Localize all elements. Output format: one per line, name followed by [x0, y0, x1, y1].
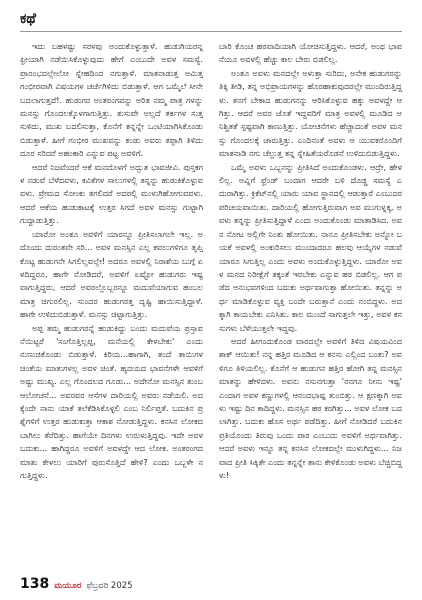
- paragraph: ಒಮ್ಮೆ ಅವಳು ಒಬ್ಬನನ್ನು ಪ್ರೀತಿಸಿದೆ ಅಂದುಕೊಂಡಳು. ಆದ್ರೇ, ಹೇಳಲಿಲ್ಲ. ಅವ್ನಿಗೆ ಫ್ರೆಂಡ್ ಬಂದಾಗ ಆದರೇ ಬಳಿ ದೊಡ್ಡ ಸಮಸ್ಯೆ ಎದುರಾಗಿತ್ತು. ಕ್ರಿಕೆಟ್‌ನಲ್ಲಿ ಯಾರು ಯಾವ ಸ್ಥಾನದಲ್ಲಿ ಆಡುತ್ತಾರೆ ಎಂಬುದರ ಪರಿಚಯವಾಯಿತು. ದಾರಿಯಲ್ಲಿ ಹೋಗುತ್ತಿರುವಾಗ ಅವ ಮುಗುಳ್ನಕ್ಕ, ಅವಳು ತನ್ನನ್ನು ಪ್ರೀತಿಸುತ್ತಿದ್ದಾಳೆ ಎಂದು ಅಂದುಕೊಂಡು ಮಾತಾಡಿಸಿದ. ಅವನ ನೋಟ ಅಲ್ಲಿಗೇ ನಿಂತು ಹೋಯಿತು. ನಾನೂ ಪ್ರೀತಿಸಬೇಕು ಅನ್ನೋ ಬಯಕೆ ಅವಳಲ್ಲಿ ಅಂಕುರಿಸಲು ಮುಂದಾದರೂ ಹಲವು ಆಯ್ಕೆಗಳ ನಡುವೆ ಯಾರೂ ಸಿಗುತ್ತಿಲ್ಲ ಎಂದು ಅವಳು ಅಂದುಕೊಳ್ಳುತ್ತಿದ್ದಳು. ಯಾರೋ ಅವಳ ಮನದ ನಿರೀಕ್ಷೆಗೆ ತಕ್ಕಂತೆ ಇರಬೇಕು ಎನ್ನುವ ಹಠ ಬಿಡಲಿಲ್ಲ. ಆಗ ಪಡೆದ ಅನುಭವಗಳಿಂದ ಬದುಕು ಅರ್ಥವಾಗುತ್ತಾ ಹೋಯಿತು. ತನ್ನನ್ನು ಅರ್ಥ ಮಾಡಿಕೊಳ್ಳುವ ವ್ಯಕ್ತಿ ಬಂದೇ ಬರುತ್ತಾನೆ ಎಂದು ನಂಬಿದ್ದಳು. ಅದಕ್ಕಾಗಿ ಕಾಯಬೇಕು ಎನಿಸಿತು. ಕಾಲ ಮುಂದೆ ಸಾಗುತ್ತಲೇ ಇತ್ತು, ಅವಳ ಕನಸುಗಳು ಬೆಳೆಯುತ್ತಲೇ ಇದ್ದವು.: [219, 161, 402, 333]
- paragraph: ಅಪ್ಪ ತಮ್ಮ ಹುಡುಗರನ್ನೆ ಹುಡುಕಿದ್ದು ಬಂದು ಮದುವೆಯ ಪ್ರಸ್ತಾವನೆಯಿಟ್ಟರೆ 'ಸಂಗೊತ್ತಿಲ್ಲಪ್ಪ, ಮನೆಯಲ್ಲಿ ಕೇಳಬೇಕು' ಎಂದು ನುಣುಚಿಕೊಂಡು ಬಿಡುತ್ತಾಳೆ. ಕಿರಿಯ...ಹಾಗಾಗಿ, ತಂದೆ ತಾಯಿಗಳ ಚಿಂತೆಯ ಮಾತುಗಳಲ್ಲ ಅವಳ ಚಿಂತೆ. ಹೃದಯದ ಭಾವನೆಗಳೇ ಆವಳಿಗೆ ಅಷ್ಟು ಮುಖ್ಯ. ಎಲ್ಲ ಗೊಂದಲದ ಗೂಡು... ಅದೇನೋ ಮನಸ್ಸಿನ ತುಂಬ ಆಲೋಚನೆ... ಅವರವರ ಆಸೆಗಳ ದಾರಿಯಲ್ಲಿ ಅವರು ನಡೆಯಲಿ. ಅದಕ್ಕೆಂದೇ ನಾನು ಯಾಕೆ ತಲೆಕೆಡಿಸಿಕೊಳ್ಳಲಿ ಎಂಬ ನಿರ್ಲಿಪ್ತತೆ. ಬದುಕಿನ ಪ್ರಶ್ನೆಗಳಿಗೆ ಉತ್ತರ ಹುಡುಕುತ್ತಾ ಆಕಾಶ ನೋಡುತ್ತಿದ್ದಳು. ಕನಸಿನ ಲೋಕದ ಬಾಗಿಲು ತೆರೆದಿತ್ತು. ಹಾಗೆಯೇ ದಿನಗಳು ಉರುಳುತ್ತಿದ್ದವು. ಇದೇ ಅವಳ ಬದುಕು... ಹಾಗಿದ್ದರೂ ಅವಳಿಗೆ ಅವಳದ್ದೇ ಆದ ಲೋಕ. ಅಂತರಂಗದ ಮಾತು ಕೇಳಲು ಯಾರಿಗೆ ಪುರುಸೊತ್ತಿದೆ ಹೇಳಿ? ಎಂದು ಒಬ್ಬಳೇ ನಗುತ್ತಿದ್ದಳು.: [20, 322, 203, 480]
- issue-date: ಫೆಬ್ರವರಿ 2025: [86, 581, 133, 591]
- page-number: 138: [20, 576, 50, 592]
- right-column: [219, 40, 402, 566]
- paragraph: ಬಾರಿ ಕೊಂಚ ಹಠವಾದಿಯಾಗಿ ಯೋಚಿಸುತ್ತಿದ್ದಳು. ಆದರೆ, ಅಂಥ ಭಾವನೆಯೂ ಅವಳಲ್ಲಿ ಹೆಚ್ಚು ಕಾಲ ಬೇರು ಬಿಡಲಿಲ್ಲ.: [219, 41, 402, 65]
- magazine-name: ಮಯೂರ: [54, 581, 82, 591]
- page-footer: [20, 576, 402, 594]
- header-divider: [20, 31, 402, 32]
- paragraph: ಆದರೆ ನಿಜವೆಂದರೆ ಆಕೆ ಮನದೊಳಗೆ ಅದ್ಭುತ ಭಾವಜೀವಿ. ಪುಸ್ತಕಗಳ ನಡುವೆ ಬೆಳೆದವಳು, ಕವಿತೆಗಳ ಸಾಲುಗಳಲ್ಲಿ ತನ್ನನ್ನು ಹುಡುಕಿಕೊಳ್ಳುವವಳು. ಪ್ರೇಮದ ಸೋಂಕು ತಗಲಿದರೆ ಅದರಲ್ಲಿ ಮುಳುಗಿಹೋಗುವವಳು. ಆದರೆ ಆಕೆಯ ಹುಡುಕಾಟಕ್ಕೆ ಉತ್ತರ ಸಿಗದೆ ಅವಳ ಮನಸ್ಸು ಗುಟ್ಟಾಗಿ ಗುದ್ದಾಡುತ್ತಿತ್ತು.: [20, 161, 203, 226]
- paragraph: ಇದು ಬಹಳಷ್ಟು ಸರಳವು ಅಂದುಕೊಳ್ಳುತ್ತಾಳೆ. ಹುಡುಗಿಯರನ್ನ ಫ್ರೀಯಾಗಿ ನಡೆಯಿಸಿಕೊಳ್ಳುವುದು ಹೇಗೆ ಎಂಬುದೇ ಅವಳ ಸಮಸ್ಯೆ. ಪ್ರಾರಂಭದಲ್ಲೇಲೋ ಸ್ನೇಹದಿಂದ ನಗುತ್ತಾಳೆ. ಮಾತನಾಡುತ್ತ ಅಮಿತ್ತ ಗಂಭೀರವಾಗಿ ವಿಷಯಗಳ ಚರ್ಚೆಗಿಳಿದು ಬಿಡುತ್ತಾಳೆ. ಆಗ ಒಮ್ಮೆಲೆ ಸೀನೇ ಬದಲಾಗುತ್ತದೆ!. ಹುಡುಗರ ಅಂತರಂಗವನ್ನು ಅರಿತ ನಮ್ಮ ಪಾತ್ರ ಗಳನ್ನು ಮನಸ್ಸು ಗೊಂದಲಕ್ಕೊಳಗಾಗುತ್ತಿತ್ತು. ತುಸುವೇ ಅಲ್ಲದೆ ತರ್ಕಗಳ ಸುತ್ತ ಸುಳಿದು, ಮುಖ ಬದಲಿಸುತ್ತಾ, ಕೊನೆಗೆ ತನ್ನನ್ನೇ ಒಂಟಿಯಾಗಿಸಿಕೊಂಡು ಬಿಡುತ್ತಾಳೆ. ಹೀಗೆ ಗಂಭೀರ ಮುಖವನ್ನು ಕಂಡು ಅವರು ತಪ್ಪಾಗಿ ತಿಳಿದು ದೂರ ಸರಿದರೆ ಅಹಂಕಾರಿ ಎನ್ನುವ ಪಟ್ಟ ಅವಳಿಗೆ.: [20, 41, 203, 159]
- paragraph: ಅಂತೂ ಅವಳು ಮನದಲ್ಲೇ ಅಳುತ್ತಾ ಸುರಿದು, ಅನೇಕ ಹುಡುಗರನ್ನು ತಿಕ್ಕಿ ತೀಡಿ, ತನ್ನ ಅಭಿಪ್ರಾಯಗಳನ್ನು ಹೊರಹಾಕುವುದರಲ್ಲೇ ಮುಂದಿರುತ್ತಿದ್ದಳು. ತನಗೆ ಬೇಕಾದ ಹುಡುಗನನ್ನು ಆರಿಸಿಕೊಳ್ಳುವ ಹಕ್ಕು ಅವಳದ್ದೇ ಆಗಿತ್ತು. ಆದರೆ ಅವರ ಜೊತೆ ಇದ್ದವರಿಗೆ ಮಾತ್ರ ಅವಳಲ್ಲಿ ಮೂಡಿದ ಅನಿಶ್ಚಿತತೆ ಸ್ಪಷ್ಟವಾಗಿ ಕಾಣುತ್ತಿತ್ತು. ಯೋಚನೆಗಳು ಹೆಚ್ಚಾದಂತೆ ಅವಳ ಮನಸ್ಸು ಗೊಂದಲಕ್ಕೆ ಜಾರುತ್ತಿತ್ತು. ಎಂದಿನಂತೆ ಅವಳು ಆ ಯುವಕರೊಂದಿಗೆ ಮಾತನಾಡಿ ನಗು ಚೆಲ್ಲುತ್ತ ತನ್ನ ಸ್ನೇಹಿತೆಯರೊಡನೆ ಉಳಿದುಬಿಡುತ್ತಿದ್ದಳು.: [219, 67, 402, 159]
- section-title: ಕಥೆ: [20, 11, 36, 27]
- paragraph: ಯಾರೋ ಅಂತೂ ಅವಳಿಗೆ ಯಾರನ್ನೂ ಪ್ರೀತಿಸಲಾಗಲೇ ಇಲ್ಲ. ಅದೊಂದು ದುರಂತವೇ ಸರಿ... ಅವಳ ಮನಸ್ಸಿನ ಎಲ್ಲ ಕವಲುಗಳಿಗೂ ತೃಪ್ತಿ ಕೊಟ್ಟ ಹುಡುಗನೇ ಸಿಗಲಿಲ್ಲವಲ್ಲೇ! ಅದರೂ ಅವಳಲ್ಲಿ ನಿರಾಶೆಯ ಬುಗ್ಗೆ ಏಳದಿದ್ದರೂ, ಹಾಗೇ ನೋಡಿದರೆ, ಅವಳಿಗೆ ಏಷ್ಟೋ ಹುಡುಗರು ಇಷ್ಟವಾಗುತ್ತಿದ್ದರು, ಆದರೆ ಅವರಲ್ಲೊಬ್ಬರನ್ನೂ ಮದುವೆಯಾಗುವ ಹಂಬಲ ಮಾತ್ರ ಚಿಗುರಲಿಲ್ಲ. ಸುಂದರ ಹುಡುಗರತ್ತ ದೃಷ್ಟಿ ಹಾಯಿಸುತ್ತಿದ್ದಾಳೆ. ಹಾಗೇ ಉಳಿದುಬಿಡುತ್ತಾಳೆ. ಮನಸ್ಸು ಚಿಟ್ಟಾಗುತ್ತಿತ್ತು.: [20, 228, 203, 320]
- page-header: [20, 10, 402, 34]
- left-column: [20, 40, 203, 566]
- paragraph: ಆದರೆ ಹೀಗಂದುಕೊಂಡ ವಾರದಲ್ಲೇ ಅವಳಿಗೆ ತಿಳಿದ ವಿಷಯವಿಂದ ಶಾಕ್ ಆಯಿತು! ನನ್ನ ಹತ್ತಿರ ಮೂಡಿದ ಆ ಕನಸು ಎಲ್ಲಿಂದ ಬಂತು? ಅವಳಿಗೂ ತಿಳಿಯಲಿಲ್ಲ. ಕೊನೆಗೆ ಆ ಹುಡುಗನ ಹತ್ತಿರ ಹೋಗಿ ತನ್ನ ಮನಸ್ಸಿನ ಮಾತನ್ನು ಹೇಳಿದಳು. ಅವನು ನಸುನಗುತ್ತಾ 'ನನಗೂ ನೀನು ಇಷ್ಟ' ಎಂದಾಗ ಅವಳ ಕಣ್ಣುಗಳಲ್ಲಿ ಆನಂದಭಾಷ್ಪ ತುಂಬಿತ್ತು. ಆ ಕ್ಷಣಕ್ಕಾಗಿ ಅವಳು ಇಷ್ಟು ದಿನ ಕಾದಿದ್ದಳು. ಮನಸ್ಸಿನ ಹಠ ಕರಗಿತ್ತು... ಅವಳ ಲೋಕ ಬದಲಾಗಿತ್ತು. ಬದುಕು ಹೊಸ ಅರ್ಥ ಪಡೆದಿತ್ತು. ಹೀಗೆ ನೋಡಿದರೆ ಬದುಕಿನ ಪ್ರತಿಯೊಂದು ತಿರುವು ಒಂದು ಪಾಠ ಎಂಬುದು ಅವಳಿಗೆ ಅರ್ಥವಾಗಿತ್ತು. ಆದರೆ ಅವಳು ಇನ್ನೂ ತನ್ನ ಕನಸಿನ ಲೋಕದಲ್ಲೇ ಮುಳುಗಿದ್ದಳು... ನಿಜವಾದ ಪ್ರೀತಿ ಸಿಕ್ಕಿತೇ ಎಂದು ತನ್ನನ್ನೇ ತಾನು ಕೇಳಿಕೊಂಡು ಅವಳು ಬೆಚ್ಚಿಬಿದ್ದಳು!: [219, 335, 402, 480]
- article-body: [20, 40, 402, 566]
